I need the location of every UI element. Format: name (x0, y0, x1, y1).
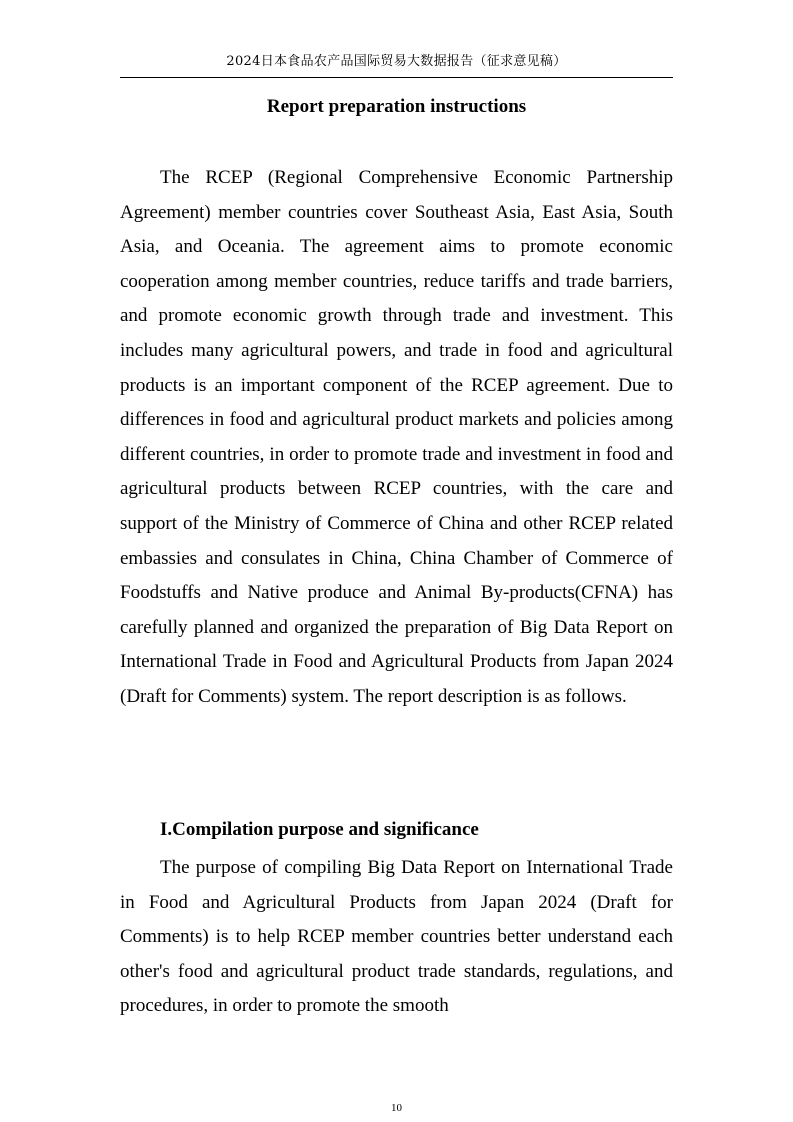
page-number: 10 (391, 1102, 402, 1114)
intro-section (120, 161, 673, 715)
page-title: Report preparation instructions (266, 96, 527, 117)
intro-paragraph: The RCEP (Regional Comprehensive Economic Partnership Agreement) member countries cover Southeast Asia, East Asia, South Asia, and Oceania. The agreement aims to promote economic cooperation among member countries, reduce tariffs and trade barriers, and promote economic growth through trade and investment. This includes many agricultural powers, and trade in food and agricultural products is an important component of the RCEP agreement. Due to differences in food and agricultural product markets and policies among different countries, in order to promote trade and investment in food and agricultural products between RCEP countries, with the care and support of the Ministry of Commerce of China and other RCEP related embassies and consulates in China, China Chamber of Commerce of Foodstuffs and Native produce and Animal By-products(CFNA) has carefully planned and organized the preparation of Big Data Report on International Trade in Food and Agricultural Products from Japan 2024 (Draft for Comments) system. The report description is as follows. (120, 167, 673, 707)
section-paragraph: The purpose of compiling Big Data Report on International Trade in Food and Agricultural Products from Japan 2024 (Draft for Comments) is to help RCEP member countries better understand each other's food and agricultural product trade standards, regulations, and procedures, in order to promote the smooth (120, 857, 673, 1017)
running-header: 2024日本食品农产品国际贸易大数据报告（征求意见稿） (226, 54, 567, 69)
section-heading: I.Compilation purpose and significance (160, 819, 479, 840)
section-body (120, 851, 673, 1024)
header-divider (120, 77, 673, 78)
